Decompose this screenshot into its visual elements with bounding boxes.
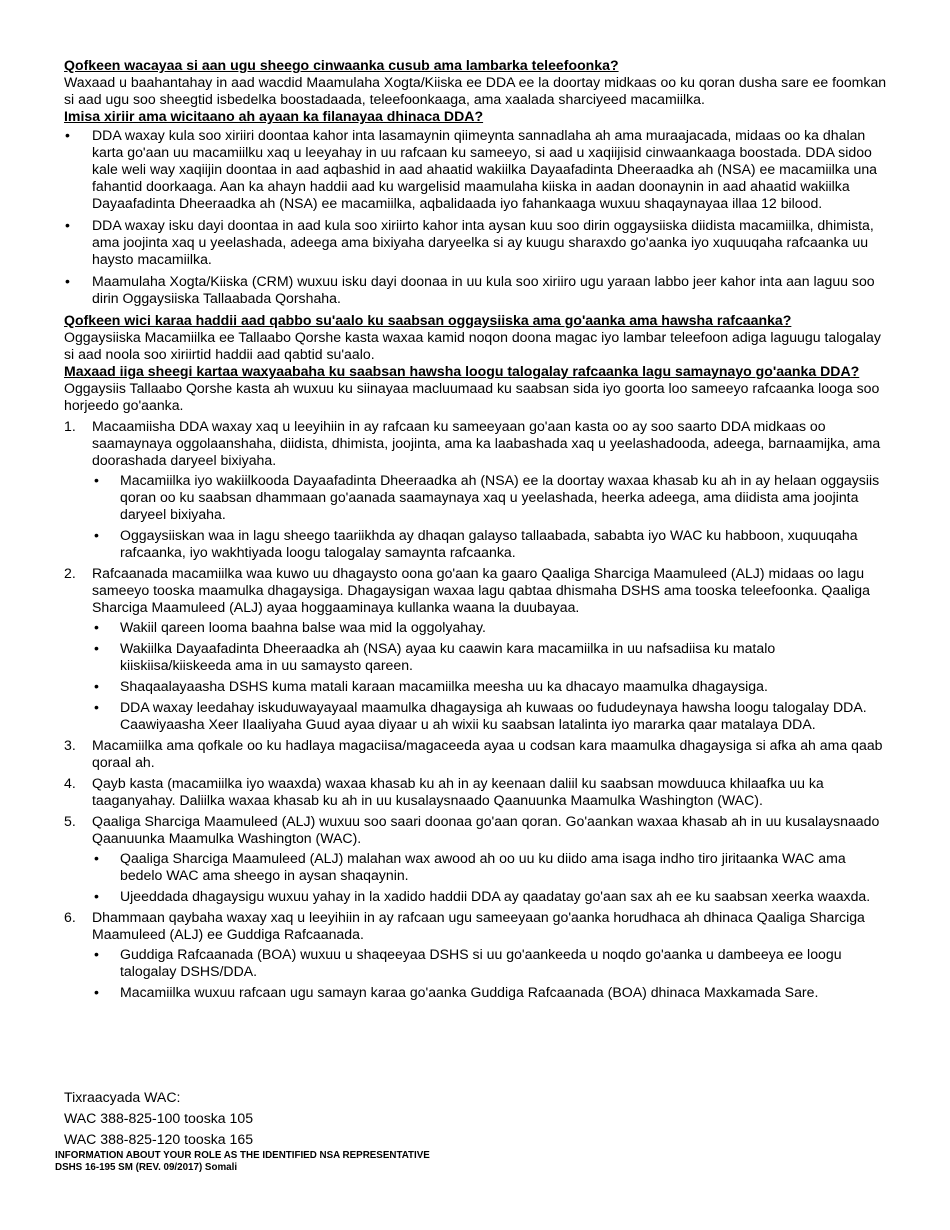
item-number: 6.	[64, 909, 76, 925]
section-heading-mark: ?	[782, 312, 792, 328]
section-heading-mark: ?	[850, 363, 860, 379]
paragraph: Oggaysiis Tallaabo Qorshe kasta ah wuxuu ku siinayaa macluumaad ku saabsan sida iyo goorta loo sameeyo rafcaanka looga soo horjeedo go'aanka.	[64, 380, 880, 413]
section-heading	[64, 312, 890, 329]
numbered-item-row	[64, 813, 890, 847]
sub-bullet-item: • Oggaysiiskan waa in lagu sheego taariikhda ay dhaqan galayso tallaabada, sababta iyo WAC ku habboon, xuquuqaha rafcaanka, iyo wakhtiyada loogu talogalay samaynta rafcaanka.	[92, 527, 890, 561]
numbered-item-row	[64, 418, 890, 469]
numbered-item	[64, 909, 890, 1001]
section-heading-text: Qofkeen wacayaa si aan ugu sheego cinwaanka cusub ama lambarka teleefoonka	[64, 57, 610, 73]
section-heading-mark: ?	[474, 108, 484, 124]
numbered-item	[64, 565, 890, 733]
numbered-item	[64, 737, 890, 771]
item-number: 5.	[64, 813, 76, 829]
paragraph: Waxaad u baahantahay in aad wacdid Maamulaha Xogta/Kiiska ee DDA ee la doortay midkaas oo ku qoran dusha sare ee foomkan si aad ugu soo sheegtid isbedelka boostadaada, teleefoonkaaga, ama xaalada sharciyeed macamiilka.	[64, 74, 887, 107]
numbered-item-row	[64, 565, 890, 616]
item-text: Qayb kasta (macamiilka iyo waaxda) waxaa khasab ku ah in ay keenaan daliil ku saabsan mowduuca khilaafka uu ka taaganyahay. Daliilka waxaa khasab ku ah in uu kusalaysnaado Qaanuunka Maamulka Washington (WAC).	[92, 775, 824, 808]
section-heading-mark: ?	[609, 57, 619, 73]
item-number: 3.	[64, 737, 76, 753]
numbered-item-row	[64, 775, 890, 809]
form-number: DSHS 16-195 SM (REV. 09/2017) Somali	[55, 1161, 238, 1173]
bullet-list	[64, 127, 890, 307]
item-text: Qaaliga Sharciga Maamuleed (ALJ) wuxuu soo saari doonaa go'aan qoran. Go'aankan waxaa khasab ah in uu kusalaysnaado Qaanuunka Maamulka Washington (WAC).	[92, 813, 880, 846]
item-text: Rafcaanada macamiilka waa kuwo uu dhagaysto oona go'aan ka gaaro Qaaliga Sharciga Maamuleed (ALJ) midaas oo lagu sameeyo tooska maamulka dhagaysiga. Dhagaysigan waxaa lagu qabtaa dhismaha DSHS ama tooska teleefoonka. Qaaliga Sharciga Maamuleed (ALJ) ayaa hoggaaminaya kullanka waana la duubayaa.	[92, 565, 870, 615]
item-text: Macaamiisha DDA waxay xaq u leeyihiin in ay rafcaan ku sameeyaan go'aan kasta oo ay soo saarto DDA midkaas oo saamaynaya oggolaanshaha, diidista, dhimista, joojinta, ama ka laabashada xaq u yeelashadooda, adeega, barnaamijka, ama doorashada daryeel bixiyaha.	[92, 418, 881, 468]
numbered-item	[64, 775, 890, 809]
item-number: 2.	[64, 565, 76, 581]
references-label: Tixraacyada WAC:	[64, 1089, 181, 1105]
item-text: Dhammaan qaybaha waxay xaq u leeyihiin in ay rafcaan ugu sameeyaan go'aanka horudhaca ah dhinaca Qaaliga Sharciga Maamuleed (ALJ) ee Guddiga Rafcaanada.	[92, 909, 865, 942]
sub-bullet-item: • Wakiilka Dayaafadinta Dheeraadka ah (NSA) ayaa ku caawin kara macamiilka in uu nafsadiisa ku matalo kiiskiisa/kiiskeeda ama in uu samaysto qareen.	[92, 640, 890, 674]
sub-bullet-item: • Qaaliga Sharciga Maamuleed (ALJ) malahan wax awood ah oo uu ku diido ama isaga indho tiro jiritaanka WAC ama bedelo WAC ama sheego in aysan shaqaynin.	[92, 850, 890, 884]
section-heading	[64, 57, 890, 74]
sub-bullet-item: • Guddiga Rafcaanada (BOA) wuxuu u shaqeeyaa DSHS si uu go'aankeeda u noqdo go'aanka u dambeeya ee loogu talogalay DSHS/DDA.	[92, 946, 890, 980]
section-heading-text: Imisa xiriir ama wicitaano ah ayaan ka filanayaa dhinaca DDA	[64, 108, 475, 124]
paragraph: Oggaysiiska Macamiilka ee Tallaabo Qorshe kasta waxaa kamid noqon doona magac iyo lambar teleefoon adiga laguugu talogalay si aad noola soo xiriirtid haddii aad qabtid su'aalo.	[64, 329, 881, 362]
sub-bullet-list	[92, 619, 890, 733]
wac-references	[64, 1087, 253, 1150]
sub-bullet-item: • Macamiilka iyo wakiilkooda Dayaafadinta Dheeraadka ah (NSA) ee la doortay waxaa khasab ku ah in ay helaan oggaysiis qoran oo ku saabsan dhammaan go'aanada saamaynaya xaq u yeelashada, heerka adeega, ama diidista ama joojinta daryeel bixiyaha.	[92, 472, 890, 523]
section-heading-text: Maxaad iiga sheegi kartaa waxyaabaha ku saabsan hawsha loogu talogalay rafcaanka lagu samaynayo go'aanka DDA	[64, 363, 851, 379]
section-heading	[64, 108, 890, 125]
section-heading-text: Qofkeen wici karaa haddii aad qabbo su'aalo ku saabsan oggaysiiska ama go'aanka ama hawsha rafcaanka	[64, 312, 783, 328]
item-number: 4.	[64, 775, 76, 791]
section-heading	[64, 363, 890, 380]
footer-title: INFORMATION ABOUT YOUR ROLE AS THE IDENTIFIED NSA REPRESENTATIVE	[55, 1150, 430, 1161]
sub-bullet-item: • Macamiilka wuxuu rafcaan ugu samayn karaa go'aanka Guddiga Rafcaanada (BOA) dhinaca Maxkamada Sare.	[92, 984, 890, 1001]
sub-bullet-item: • DDA waxay leedahay iskuduwayayaal maamulka dhagaysiga ah kuwaas oo fududeynaya hawsha loogu talogalay DDA. Caawiyaasha Xeer Ilaaliyaha Guud ayaa diyaar u ah wixii ku saabsan latalinta iyo mararka qaar matalaya DDA.	[92, 699, 890, 733]
numbered-list	[64, 418, 890, 1001]
reference-item: WAC 388-825-120 tooska 165	[64, 1131, 254, 1147]
sub-bullet-item: • Ujeeddada dhagaysigu wuxuu yahay in la xadido haddii DDA ay qaadatay go'aan sax ah ee ku saabsan xeerka waaxda.	[92, 888, 890, 905]
sub-bullet-list	[92, 472, 890, 561]
sub-bullet-item: • Shaqaalayaasha DSHS kuma matali karaan macamiilka meesha uu ka dhacayo maamulka dhagaysiga.	[92, 678, 890, 695]
numbered-item	[64, 813, 890, 905]
bullet-item: • DDA waxay kula soo xiriiri doontaa kahor inta lasamaynin qiimeynta sannadlaha ah ama muraajacada, midaas oo ka dhalan karta go'aan uu macamiilku xaq u leeyahay in uu rafcaan ku sameeyo, si aad u xaqiijisid cinwaankaaga boostada. DDA sidoo kale weli way xaqiijin doontaa in aad aqbashid in aad ahaatid wakiilka Dayaafadinta Dheeraadka ah (NSA) ee macamiilka una fahantid doorkaaga. Aan ka ahayn haddii aad ku wargelisid maamulaha kiiska in aadan doonaynin in aad ahaatid wakiilka Dayaafadinta Dheeraadka ah (NSA) ee macamiilka, aqbalidaada iyo fahankaaga wuxuu shaqaynayaa illaa 12 bilood.	[64, 127, 890, 212]
item-text: Macamiilka ama qofkale oo ku hadlaya magaciisa/magaceeda ayaa u codsan kara maamulka dhagaysiga si afka ah ama qaab qoraal ah.	[92, 737, 883, 770]
bullet-item: • Maamulaha Xogta/Kiiska (CRM) wuxuu isku dayi doonaa in uu kula soo xiriiro ugu yaraan labbo jeer kahor inta aan laguu soo dirin Oggaysiiska Tallaabada Qorshaha.	[64, 273, 890, 307]
numbered-item	[64, 418, 890, 561]
reference-item: WAC 388-825-100 tooska 105	[64, 1110, 254, 1126]
document-body	[64, 57, 890, 1005]
item-number: 1.	[64, 418, 76, 434]
sub-bullet-item: • Wakiil qareen looma baahna balse waa mid la oggolyahay.	[92, 619, 890, 636]
form-footer	[55, 1150, 430, 1173]
sub-bullet-list	[92, 946, 890, 1001]
numbered-item-row	[64, 737, 890, 771]
bullet-item: • DDA waxay isku dayi doontaa in aad kula soo xiriirto kahor inta aysan kuu soo dirin oggaysiiska diidista macamiilka, dhimista, ama joojinta xaq u yeelashada, adeega ama bixiyaha daryeelka si ay kuugu sharaxdo go'aanka iyo xuquuqaha rafcaanka uu haysto macamiilka.	[64, 217, 890, 268]
numbered-item-row	[64, 909, 890, 943]
sub-bullet-list	[92, 850, 890, 905]
